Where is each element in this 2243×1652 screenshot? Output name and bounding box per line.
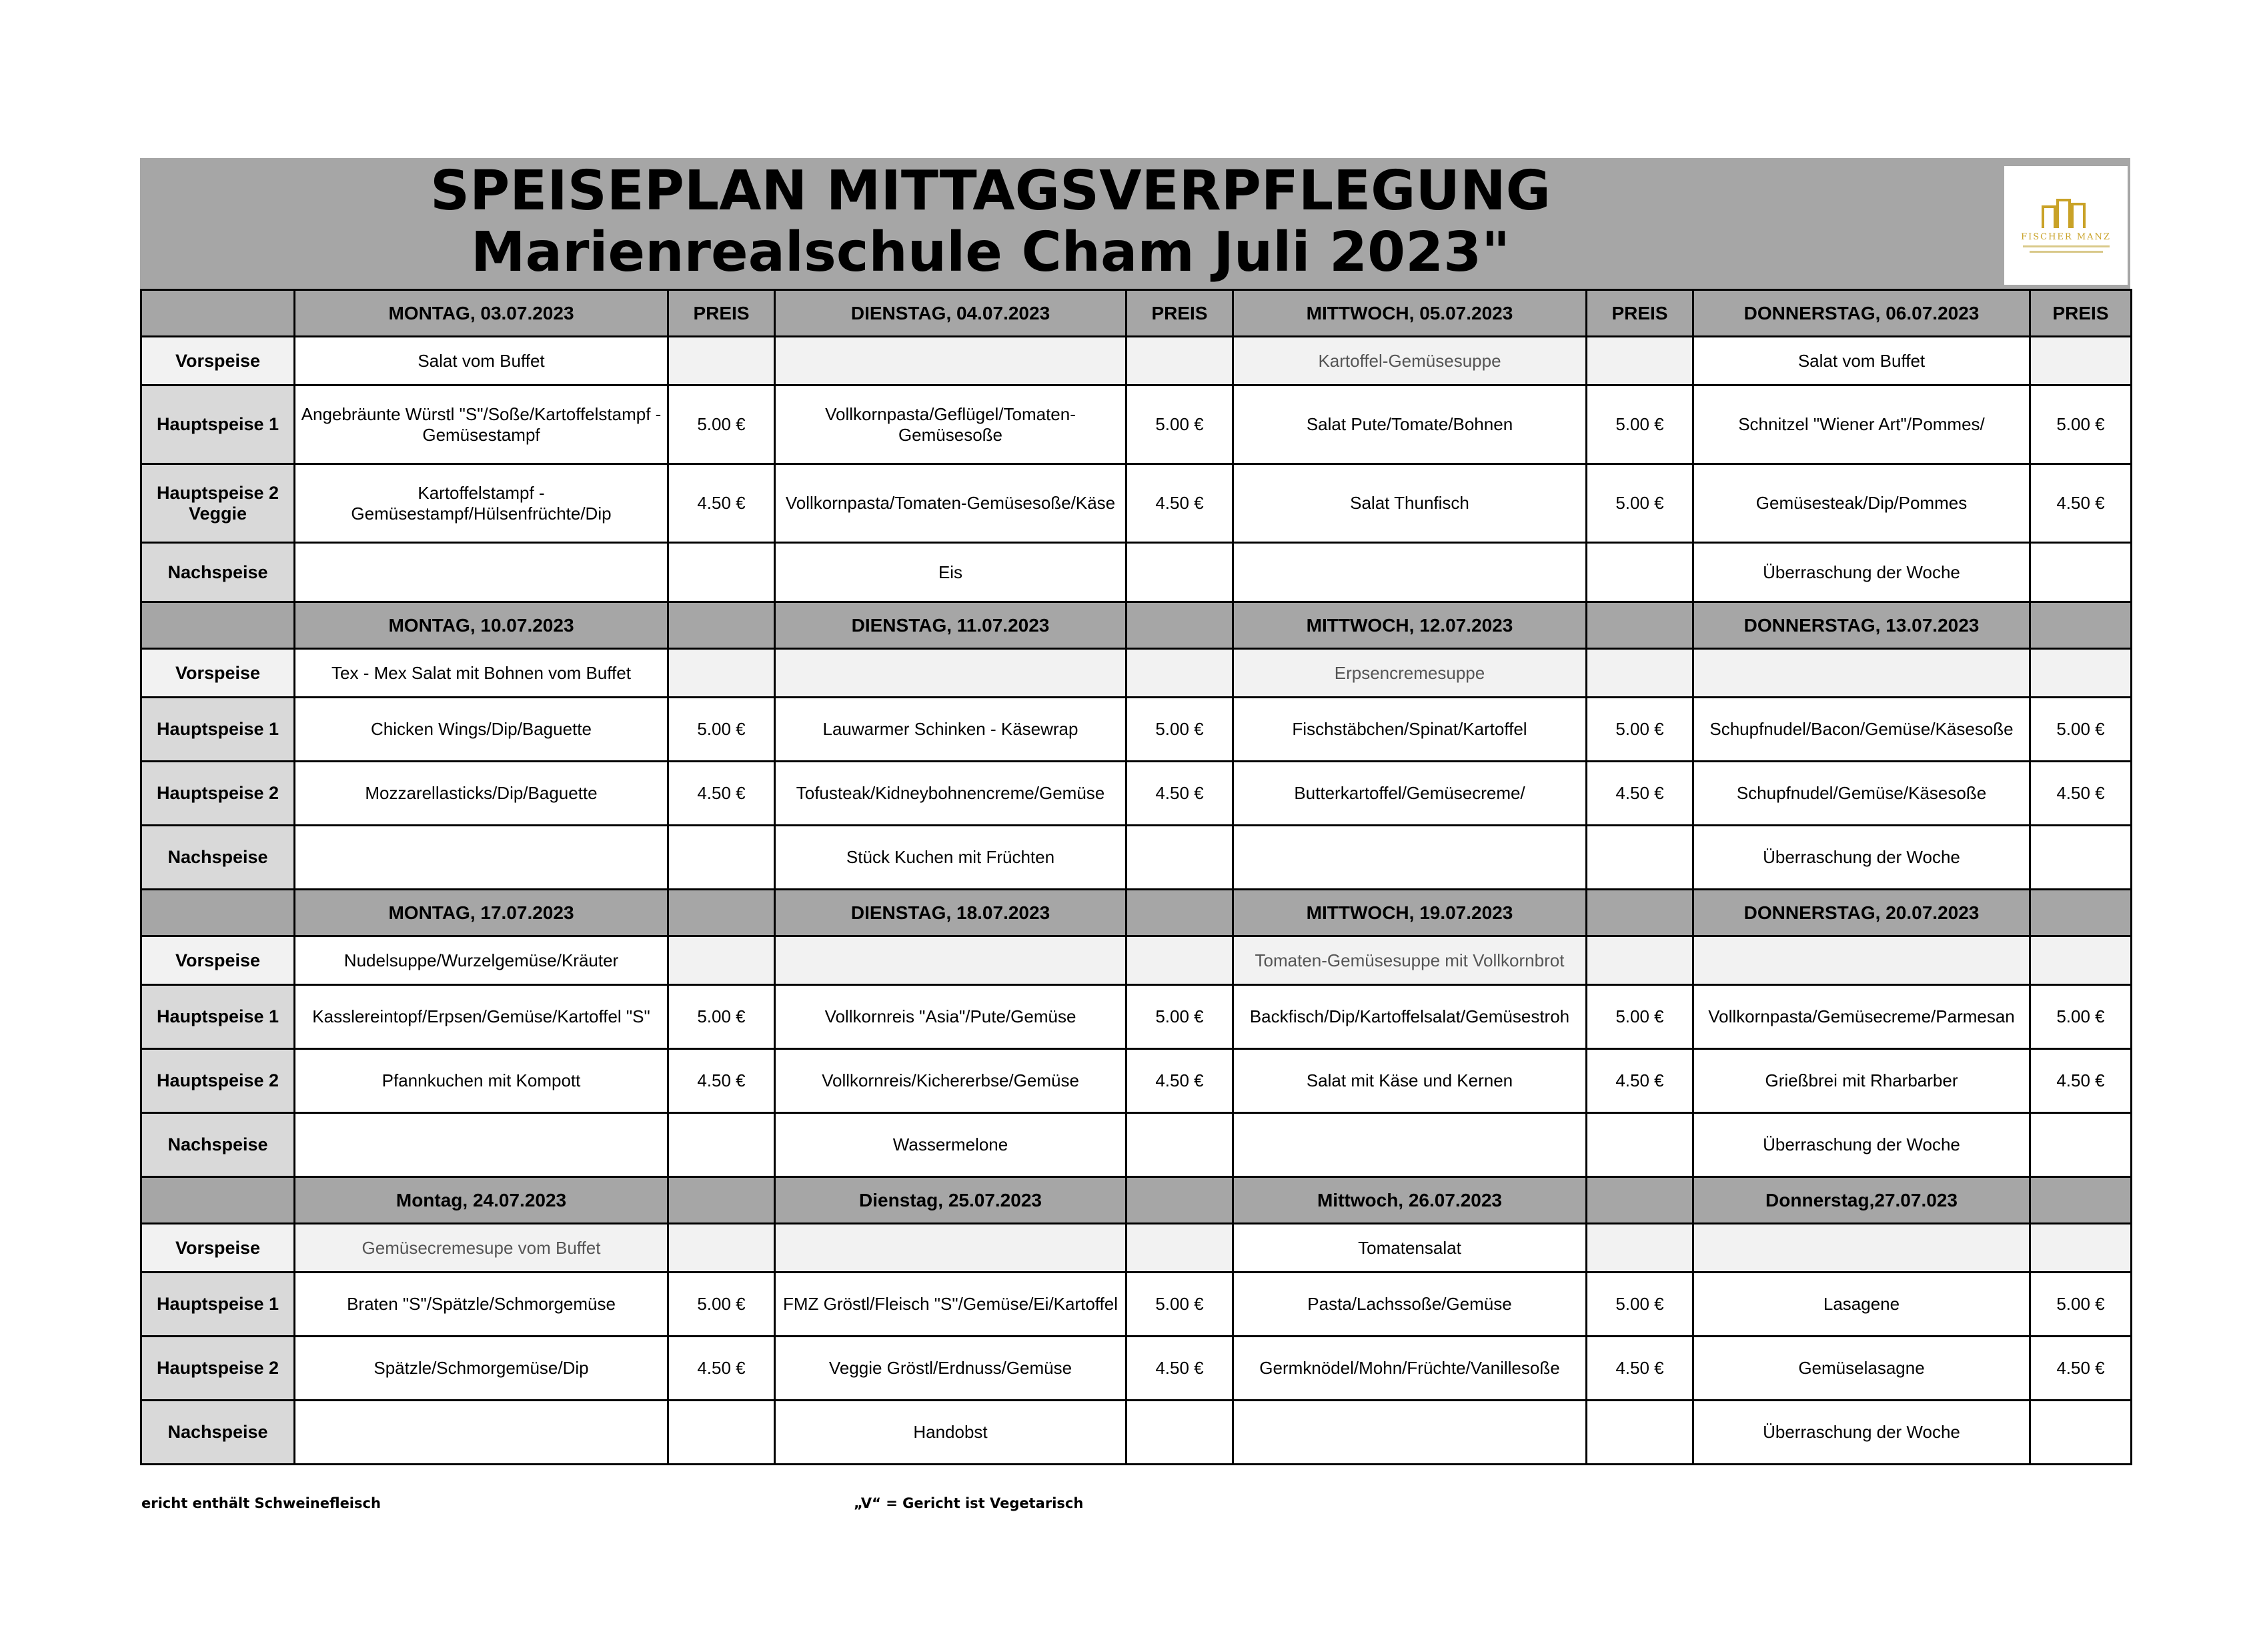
day-header: Donnerstag,27.07.023 xyxy=(1693,1177,2030,1224)
header-corner xyxy=(141,602,295,649)
dish-cell: Braten "S"/Spätzle/Schmorgemüse xyxy=(295,1273,668,1337)
price-header: PREIS xyxy=(1587,290,1693,337)
price-header xyxy=(1587,890,1693,936)
dish-cell: Vollkornpasta/Geflügel/Tomaten-Gemüsesoße xyxy=(775,385,1127,464)
dish-cell: Butterkartoffel/Gemüsecreme/ xyxy=(1233,762,1587,826)
price-cell: 4.50 € xyxy=(1127,762,1233,826)
page-title: SPEISEPLAN MITTAGSVERPFLEGUNG xyxy=(430,159,1551,223)
price-cell xyxy=(2030,936,2132,985)
price-cell: 4.50 € xyxy=(668,464,775,543)
dish-cell: Tomaten-Gemüsesuppe mit Vollkornbrot xyxy=(1233,936,1587,985)
week-header-row xyxy=(141,290,2132,337)
dish-cell xyxy=(775,1224,1127,1273)
price-cell xyxy=(1127,1113,1233,1177)
dish-cell: Salat vom Buffet xyxy=(295,337,668,385)
dish-cell: Salat vom Buffet xyxy=(1693,337,2030,385)
week-header-row xyxy=(141,890,2132,936)
restaurant-building-logo xyxy=(2004,166,2128,285)
vorspeise-row xyxy=(141,1224,2132,1273)
price-cell xyxy=(1127,826,1233,890)
nachspeise-row xyxy=(141,543,2132,602)
price-cell xyxy=(668,936,775,985)
price-cell: 5.00 € xyxy=(2030,698,2132,762)
price-header xyxy=(1587,602,1693,649)
dish-cell: Gemüselasagne xyxy=(1693,1337,2030,1401)
price-cell: 5.00 € xyxy=(668,1273,775,1337)
title-bar xyxy=(140,158,2130,289)
dish-cell: Vollkornreis "Asia"/Pute/Gemüse xyxy=(775,985,1127,1049)
price-header xyxy=(1587,1177,1693,1224)
dish-cell: Lauwarmer Schinken - Käsewrap xyxy=(775,698,1127,762)
course-label: Hauptspeise 2 xyxy=(141,1337,295,1401)
price-cell xyxy=(2030,826,2132,890)
course-label: Hauptspeise 1 xyxy=(141,985,295,1049)
price-header: PREIS xyxy=(1127,290,1233,337)
course-label: Hauptspeise 2 xyxy=(141,762,295,826)
price-cell: 5.00 € xyxy=(2030,385,2132,464)
price-header: PREIS xyxy=(2030,290,2132,337)
header-corner xyxy=(141,890,295,936)
dish-cell: Nudelsuppe/Wurzelgemüse/Kräuter xyxy=(295,936,668,985)
page-subtitle: Marienrealschule Cham Juli 2023" xyxy=(471,221,1510,284)
dish-cell: Gemüsesteak/Dip/Pommes xyxy=(1693,464,2030,543)
dish-cell: Stück Kuchen mit Früchten xyxy=(775,826,1127,890)
vorspeise-row xyxy=(141,337,2132,385)
dish-cell xyxy=(1233,1113,1587,1177)
price-cell xyxy=(1127,649,1233,698)
price-cell xyxy=(1127,936,1233,985)
dish-cell xyxy=(1233,826,1587,890)
course-label: Vorspeise xyxy=(141,936,295,985)
dish-cell: Eis xyxy=(775,543,1127,602)
price-cell xyxy=(1587,1224,1693,1273)
price-cell xyxy=(1587,649,1693,698)
dish-cell: Kasslereintopf/Erpsen/Gemüse/Kartoffel "S" xyxy=(295,985,668,1049)
price-cell xyxy=(1587,337,1693,385)
vorspeise-row xyxy=(141,936,2132,985)
hauptspeise-1-row xyxy=(141,1273,2132,1337)
day-header: DIENSTAG, 04.07.2023 xyxy=(775,290,1127,337)
footnote-vegetarian: „V“ = Gericht ist Vegetarisch xyxy=(854,1495,1084,1511)
dish-cell: Überraschung der Woche xyxy=(1693,1113,2030,1177)
dish-cell: Fischstäbchen/Spinat/Kartoffel xyxy=(1233,698,1587,762)
price-cell xyxy=(668,1113,775,1177)
price-cell: 4.50 € xyxy=(1587,1337,1693,1401)
dish-cell: Schupfnudel/Gemüse/Käsesoße xyxy=(1693,762,2030,826)
dish-cell: Erpsencremesuppe xyxy=(1233,649,1587,698)
dish-cell: Germknödel/Mohn/Früchte/Vanillesoße xyxy=(1233,1337,1587,1401)
dish-cell: Überraschung der Woche xyxy=(1693,1401,2030,1465)
price-header xyxy=(2030,890,2132,936)
price-cell: 4.50 € xyxy=(2030,762,2132,826)
price-cell xyxy=(668,337,775,385)
price-cell: 5.00 € xyxy=(1127,985,1233,1049)
dish-cell: Handobst xyxy=(775,1401,1127,1465)
price-cell: 5.00 € xyxy=(668,698,775,762)
dish-cell xyxy=(775,936,1127,985)
dish-cell: Vollkornpasta/Gemüsecreme/Parmesan xyxy=(1693,985,2030,1049)
price-cell xyxy=(668,1401,775,1465)
dish-cell xyxy=(1693,1224,2030,1273)
price-cell: 5.00 € xyxy=(1587,385,1693,464)
dish-cell xyxy=(1233,543,1587,602)
price-cell: 5.00 € xyxy=(1127,698,1233,762)
dish-cell: Schupfnudel/Bacon/Gemüse/Käsesoße xyxy=(1693,698,2030,762)
price-cell xyxy=(2030,1401,2132,1465)
price-cell: 4.50 € xyxy=(668,1337,775,1401)
dish-cell: Pasta/Lachssoße/Gemüse xyxy=(1233,1273,1587,1337)
price-header xyxy=(1127,1177,1233,1224)
day-header: DIENSTAG, 11.07.2023 xyxy=(775,602,1127,649)
dish-cell xyxy=(775,649,1127,698)
price-cell xyxy=(2030,337,2132,385)
menu-table xyxy=(140,289,2132,1465)
week-header-row xyxy=(141,602,2132,649)
dish-cell: Schnitzel "Wiener Art"/Pommes/ xyxy=(1693,385,2030,464)
nachspeise-row xyxy=(141,826,2132,890)
price-cell xyxy=(668,826,775,890)
course-label: Hauptspeise 1 xyxy=(141,698,295,762)
price-cell: 4.50 € xyxy=(2030,464,2132,543)
dish-cell: Tofusteak/Kidneybohnencreme/Gemüse xyxy=(775,762,1127,826)
header-corner xyxy=(141,290,295,337)
price-cell: 4.50 € xyxy=(1587,1049,1693,1113)
course-label: Vorspeise xyxy=(141,1224,295,1273)
price-cell: 4.50 € xyxy=(2030,1337,2132,1401)
price-cell: 5.00 € xyxy=(1127,385,1233,464)
day-header: MONTAG, 17.07.2023 xyxy=(295,890,668,936)
price-header xyxy=(1127,602,1233,649)
footnote-pork: ericht enthält Schweinefleisch xyxy=(141,1495,381,1511)
day-header: MONTAG, 03.07.2023 xyxy=(295,290,668,337)
price-cell xyxy=(1587,543,1693,602)
price-cell: 5.00 € xyxy=(668,385,775,464)
hauptspeise-2-row xyxy=(141,762,2132,826)
price-header xyxy=(668,602,775,649)
course-label: Vorspeise xyxy=(141,337,295,385)
nachspeise-row xyxy=(141,1401,2132,1465)
price-cell xyxy=(1587,1401,1693,1465)
price-cell xyxy=(1127,1401,1233,1465)
dish-cell xyxy=(775,337,1127,385)
dish-cell: Tomatensalat xyxy=(1233,1224,1587,1273)
dish-cell: Angebräunte Würstl "S"/Soße/Kartoffelstampf - Gemüsestampf xyxy=(295,385,668,464)
course-label: Nachspeise xyxy=(141,1113,295,1177)
dish-cell: Pfannkuchen mit Kompott xyxy=(295,1049,668,1113)
price-cell: 5.00 € xyxy=(1587,1273,1693,1337)
price-header xyxy=(1127,890,1233,936)
nachspeise-row xyxy=(141,1113,2132,1177)
price-cell xyxy=(1587,936,1693,985)
price-cell xyxy=(1587,826,1693,890)
dish-cell: Mozzarellasticks/Dip/Baguette xyxy=(295,762,668,826)
dish-cell: Grießbrei mit Rharbarber xyxy=(1693,1049,2030,1113)
price-header xyxy=(2030,1177,2132,1224)
price-cell xyxy=(1127,337,1233,385)
course-label: Nachspeise xyxy=(141,543,295,602)
dish-cell xyxy=(1693,649,2030,698)
course-label: Nachspeise xyxy=(141,826,295,890)
dish-cell: Überraschung der Woche xyxy=(1693,543,2030,602)
dish-cell xyxy=(295,1401,668,1465)
price-cell xyxy=(2030,1224,2132,1273)
dish-cell: Überraschung der Woche xyxy=(1693,826,2030,890)
vorspeise-row xyxy=(141,649,2132,698)
price-cell xyxy=(2030,543,2132,602)
price-cell xyxy=(1127,1224,1233,1273)
logo-icon xyxy=(2038,199,2095,228)
logo-brand: FISCHER MANZ xyxy=(2021,231,2111,242)
course-label: Hauptspeise 2 Veggie xyxy=(141,464,295,543)
price-cell xyxy=(2030,649,2132,698)
course-label: Vorspeise xyxy=(141,649,295,698)
day-header: Dienstag, 25.07.2023 xyxy=(775,1177,1127,1224)
dish-cell: Salat Thunfisch xyxy=(1233,464,1587,543)
dish-cell: Salat mit Käse und Kernen xyxy=(1233,1049,1587,1113)
day-header: MITTWOCH, 19.07.2023 xyxy=(1233,890,1587,936)
price-cell: 5.00 € xyxy=(2030,985,2132,1049)
day-header: Montag, 24.07.2023 xyxy=(295,1177,668,1224)
day-header: DONNERSTAG, 20.07.2023 xyxy=(1693,890,2030,936)
price-cell: 4.50 € xyxy=(2030,1049,2132,1113)
price-cell: 5.00 € xyxy=(1127,1273,1233,1337)
dish-cell: Backfisch/Dip/Kartoffelsalat/Gemüsestroh xyxy=(1233,985,1587,1049)
price-cell: 5.00 € xyxy=(1587,464,1693,543)
dish-cell: Chicken Wings/Dip/Baguette xyxy=(295,698,668,762)
price-cell xyxy=(1587,1113,1693,1177)
dish-cell xyxy=(295,543,668,602)
dish-cell: Tex - Mex Salat mit Bohnen vom Buffet xyxy=(295,649,668,698)
price-cell xyxy=(668,649,775,698)
day-header: MONTAG, 10.07.2023 xyxy=(295,602,668,649)
price-header: PREIS xyxy=(668,290,775,337)
dish-cell: Lasagene xyxy=(1693,1273,2030,1337)
dish-cell: Gemüsecremesupe vom Buffet xyxy=(295,1224,668,1273)
hauptspeise-2-row xyxy=(141,464,2132,543)
price-header xyxy=(2030,602,2132,649)
dish-cell: Kartoffelstampf - Gemüsestampf/Hülsenfrüchte/Dip xyxy=(295,464,668,543)
dish-cell: Vollkornpasta/Tomaten-Gemüsesoße/Käse xyxy=(775,464,1127,543)
price-header xyxy=(668,1177,775,1224)
dish-cell: Salat Pute/Tomate/Bohnen xyxy=(1233,385,1587,464)
dish-cell xyxy=(295,1113,668,1177)
course-label: Nachspeise xyxy=(141,1401,295,1465)
price-header xyxy=(668,890,775,936)
dish-cell: Vollkornreis/Kichererbse/Gemüse xyxy=(775,1049,1127,1113)
day-header: MITTWOCH, 05.07.2023 xyxy=(1233,290,1587,337)
dish-cell: FMZ Gröstl/Fleisch "S"/Gemüse/Ei/Kartoffel xyxy=(775,1273,1127,1337)
hauptspeise-1-row xyxy=(141,698,2132,762)
hauptspeise-1-row xyxy=(141,385,2132,464)
dish-cell: Wassermelone xyxy=(775,1113,1127,1177)
course-label: Hauptspeise 2 xyxy=(141,1049,295,1113)
dish-cell xyxy=(1233,1401,1587,1465)
price-cell: 4.50 € xyxy=(668,1049,775,1113)
price-cell: 5.00 € xyxy=(2030,1273,2132,1337)
day-header: MITTWOCH, 12.07.2023 xyxy=(1233,602,1587,649)
day-header: Mittwoch, 26.07.2023 xyxy=(1233,1177,1587,1224)
dish-cell: Kartoffel-Gemüsesuppe xyxy=(1233,337,1587,385)
hauptspeise-2-row xyxy=(141,1049,2132,1113)
price-cell: 4.50 € xyxy=(1127,1337,1233,1401)
dish-cell xyxy=(1693,936,2030,985)
hauptspeise-1-row xyxy=(141,985,2132,1049)
header-corner xyxy=(141,1177,295,1224)
price-cell xyxy=(668,543,775,602)
course-label: Hauptspeise 1 xyxy=(141,1273,295,1337)
price-cell: 4.50 € xyxy=(668,762,775,826)
price-cell: 5.00 € xyxy=(668,985,775,1049)
dish-cell: Spätzle/Schmorgemüse/Dip xyxy=(295,1337,668,1401)
price-cell: 4.50 € xyxy=(1127,1049,1233,1113)
hauptspeise-2-row xyxy=(141,1337,2132,1401)
price-cell xyxy=(2030,1113,2132,1177)
dish-cell xyxy=(295,826,668,890)
price-cell xyxy=(668,1224,775,1273)
course-label: Hauptspeise 1 xyxy=(141,385,295,464)
price-cell: 5.00 € xyxy=(1587,985,1693,1049)
menu-sheet xyxy=(140,158,2130,1465)
price-cell: 5.00 € xyxy=(1587,698,1693,762)
day-header: DONNERSTAG, 13.07.2023 xyxy=(1693,602,2030,649)
price-cell: 4.50 € xyxy=(1587,762,1693,826)
price-cell xyxy=(1127,543,1233,602)
dish-cell: Veggie Gröstl/Erdnuss/Gemüse xyxy=(775,1337,1127,1401)
day-header: DIENSTAG, 18.07.2023 xyxy=(775,890,1127,936)
price-cell: 4.50 € xyxy=(1127,464,1233,543)
day-header: DONNERSTAG, 06.07.2023 xyxy=(1693,290,2030,337)
week-header-row xyxy=(141,1177,2132,1224)
